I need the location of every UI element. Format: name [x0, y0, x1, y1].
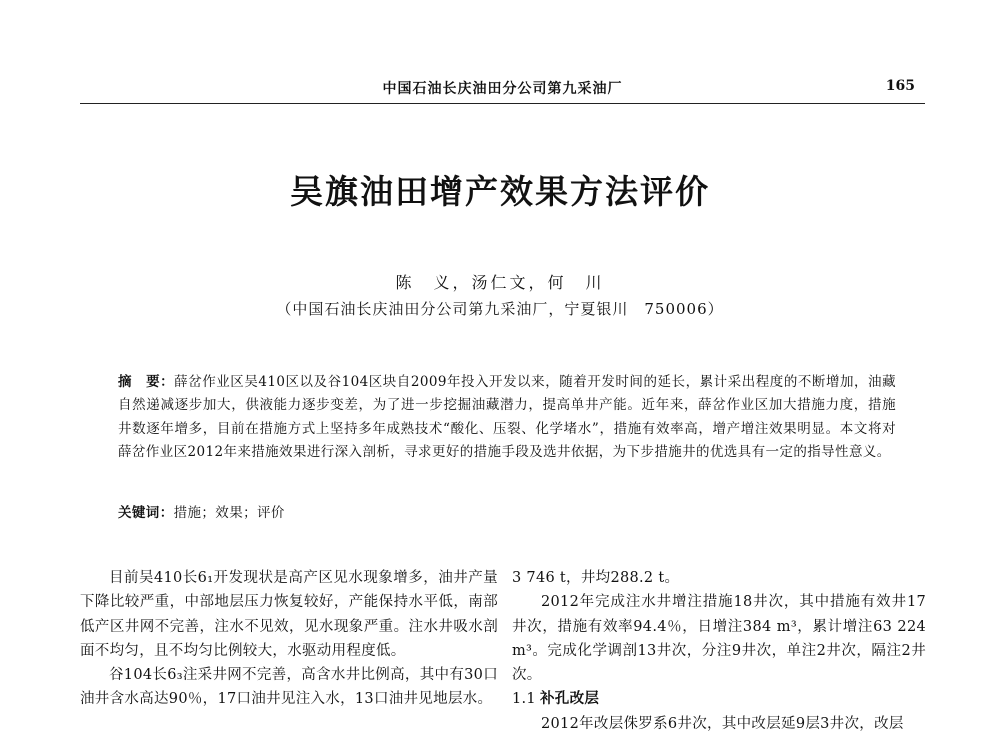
keywords — [118, 501, 896, 521]
keywords-text: 措施；效果；评价 — [173, 505, 285, 521]
paragraph: 谷104长6₃注采井网不完善，高含水井比例高，其中有30口油井含水高达90％，17口油井见注入水，13口油井见地层水。 — [80, 667, 498, 708]
paper-title: 吴旗油田增产效果方法评价 — [290, 172, 710, 211]
section-number: 1.1 — [512, 691, 536, 708]
section-heading — [512, 687, 926, 711]
running-header — [80, 78, 925, 100]
page-number: 165 — [885, 78, 915, 94]
abstract-label: 摘 要： — [118, 374, 175, 390]
journal-name: 中国石油长庆油田分公司第九采油厂 — [382, 81, 623, 97]
keywords-label: 关键词： — [118, 505, 174, 521]
paragraph: 3 746 t，井均288.2 t。 — [512, 570, 680, 586]
affiliation: （中国石油长庆油田分公司第九采油厂，宁夏银川 750006） — [276, 300, 724, 318]
paragraph: 2012年完成注水井增注措施18井次，其中措施有效井17井次，措施有效率94.4％，日增注384 m³，累计增注63 224 m³。完成化学调剖13井次，分注9井次，单注2井次，隔注2井次。 — [512, 594, 926, 684]
paragraph: 目前吴410长6₁开发现状是高产区见水现象增多，油井产量下降比较严重，中部地层压力恢复较好，产能保持水平低，南部低产区井网不完善，注水不见效，见水现象严重。注水井吸水剖面不均匀，且不均匀比例较大，水驱动用程度低。 — [80, 570, 498, 659]
authors: 陈 义，汤仁文，何 川 — [395, 273, 605, 292]
section-title: 补孔改层 — [540, 690, 600, 708]
header-rule — [80, 103, 925, 104]
abstract — [118, 371, 896, 465]
abstract-text: 薛岔作业区吴410区以及谷104区块自2009年投入开发以来，随着开发时间的延长，累计采出程度的不断增加，油藏自然递减逐步加大，供液能力逐步变差，为了进一步挖掘油藏潜力，提高单井产能。近年来，薛岔作业区加大措施力度，措施井数逐年增多，目前在措施方式上坚持多年成熟技术“酸化、压裂、化学堵水”，措施有效率高，增产增注效果明显。本文将对薛岔作业区2012年来措施效果进行深入剖析，寻求更好的措施手段及选井依据，为下步措施井的优选具有一定的指导性意义。 — [118, 374, 896, 461]
paragraph: 2012年改层侏罗系6井次，其中改层延9层3井次，改层 — [541, 715, 904, 732]
body-column-left — [80, 566, 498, 712]
